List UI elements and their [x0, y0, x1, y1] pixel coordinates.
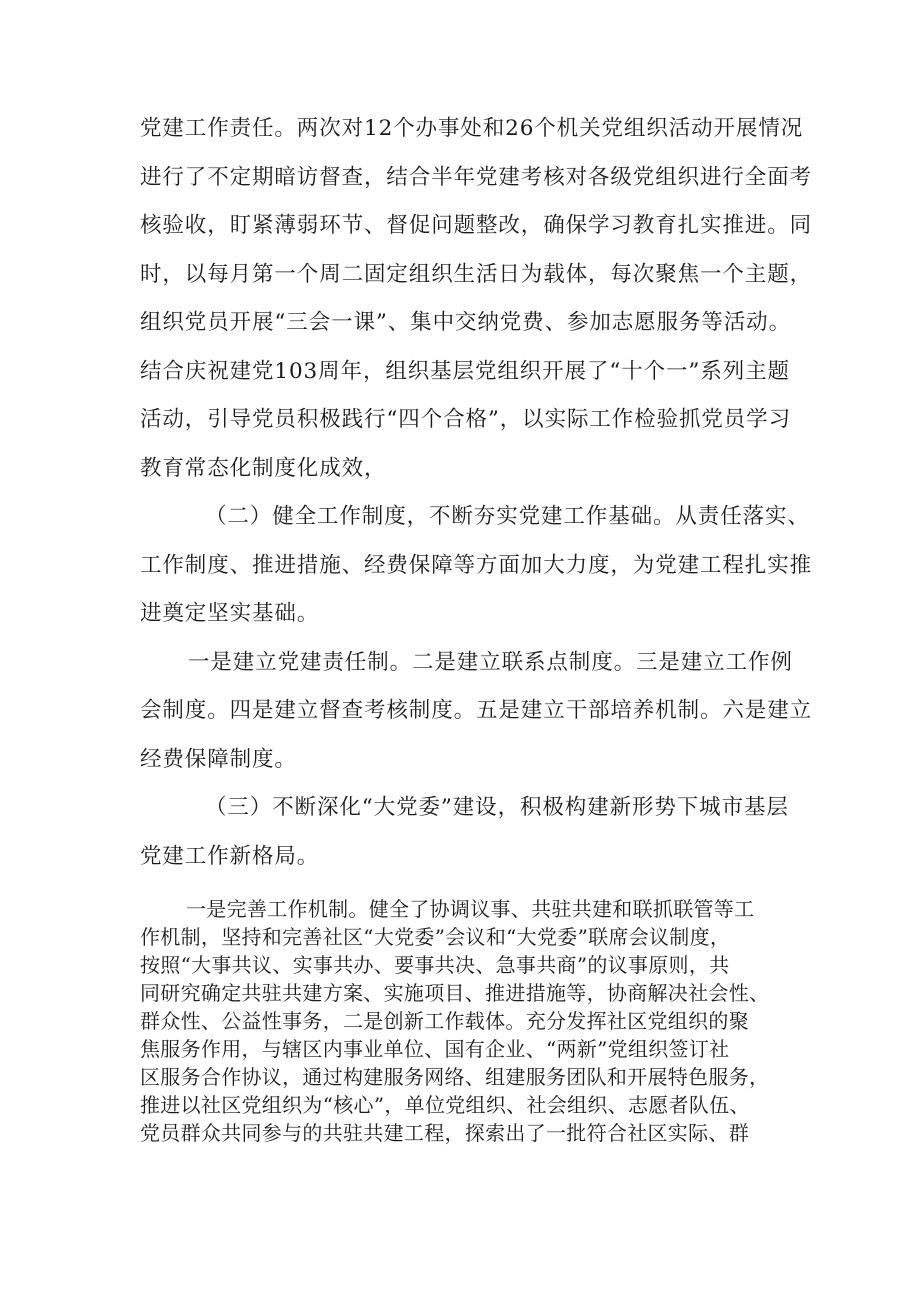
text-line: 经费保障制度。: [140, 747, 297, 772]
text-line: 区服务合作协议，通过构建服务网络、组建服务团队和开展特色服务，: [140, 1065, 770, 1089]
text-line: 群众性、公益性事务，二是创新工作载体。充分发挥社区党组织的聚: [140, 1009, 749, 1033]
section-heading: （二）健全工作制度，不断夯实党建工作基础。从责任落实、: [205, 504, 810, 529]
text-line: 时，以每月第一个周二固定组织生活日为载体，每次聚焦一个主题，: [140, 262, 813, 287]
text-line: 焦服务作用，与辖区内事业单位、国有企业、“两新”党组织签订社: [140, 1037, 730, 1061]
text-line: 作机制，坚持和完善社区“大党委”会议和“大党委”联席会议制度，: [140, 925, 731, 949]
text-line: 会制度。四是建立督查考核制度。五是建立干部培养机制。六是建立: [140, 698, 813, 723]
text-line: 进行了不定期暗访督查，结合半年党建考核对各级党组织进行全面考: [140, 165, 813, 190]
text-line: 活动，引导党员积极践行“四个合格”，以实际工作检验抓党员学习: [140, 407, 791, 432]
text-line: 党建工作新格局。: [140, 844, 320, 869]
text-line: 工作制度、推进措施、经费保障等方面加大力度，为党建工程扎实推: [140, 553, 813, 578]
text-line: 一是完善工作机制。健全了协调议事、共驻共建和联抓联管等工: [186, 897, 755, 921]
text-line: 组织党员开展“三会一课”、集中交纳党费、参加志愿服务等活动。: [140, 310, 791, 335]
text-line: 教育常态化制度化成效，: [140, 456, 387, 481]
text-line: 进奠定坚实基础。: [140, 601, 320, 626]
text-line: 结合庆祝建党103周年，组织基层党组织开展了“十个一”系列主题: [140, 359, 790, 384]
text-line: 核验收，盯紧薄弱环节、督促问题整改，确保学习教育扎实推进。同: [140, 213, 813, 238]
text-line: 按照“大事共议、实事共办、要事共决、急事共商”的议事原则，共: [140, 953, 730, 977]
text-line: 同研究确定共驻共建方案、实施项目、推进措施等，协商解决社会性、: [140, 981, 770, 1005]
section-heading: （三）不断深化“大党委”建设，积极构建新形势下城市基层: [205, 795, 789, 820]
text-line: 一是建立党建责任制。二是建立联系点制度。三是建立工作例: [188, 650, 793, 675]
text-line: 党员群众共同参与的共驻共建工程，探索出了一批符合社区实际、群: [140, 1121, 749, 1145]
text-line: 推进以社区党组织为“核心”，单位党组织、社会组织、志愿者队伍、: [140, 1093, 750, 1117]
text-line: 党建工作责任。两次对12个办事处和26个机关党组织活动开展情况: [140, 116, 804, 141]
